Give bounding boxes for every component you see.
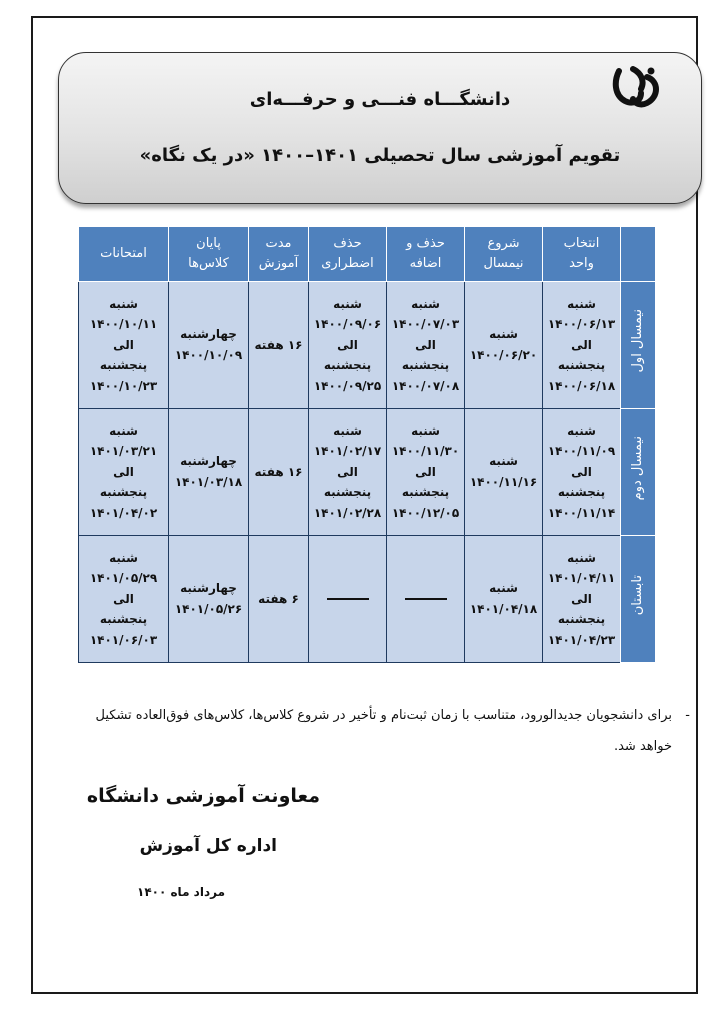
table-row	[79, 282, 656, 409]
row-header-first-semester	[621, 282, 656, 409]
table-cell-empty	[387, 536, 465, 663]
column-header: مدت آموزش	[249, 227, 309, 282]
row-header-label: نیمسال اول	[629, 309, 645, 373]
table-cell: شنبه ۱۴۰۱/۰۵/۲۹ الی پنجشنبه ۱۴۰۱/۰۶/۰۳	[79, 536, 169, 663]
note-bullet: -	[685, 708, 690, 723]
table-cell: شنبه ۱۴۰۱/۰۴/۱۱ الی پنجشنبه ۱۴۰۱/۰۴/۲۳	[543, 536, 621, 663]
dash-mark	[327, 598, 369, 600]
table-cell: ۶ هفته	[249, 536, 309, 663]
table-cell: شنبه ۱۴۰۱/۰۲/۱۷ الی پنجشنبه ۱۴۰۱/۰۲/۲۸	[309, 409, 387, 536]
table-cell: شنبه ۱۴۰۰/۰۶/۱۳ الی پنجشنبه ۱۴۰۰/۰۶/۱۸	[543, 282, 621, 409]
table-row	[79, 536, 656, 663]
table-cell: چهارشنبه ۱۴۰۱/۰۳/۱۸	[169, 409, 249, 536]
footnote	[80, 700, 690, 762]
note-text: برای دانشجویان جدیدالورود، متناسب با زمان ثبت‌نام و تأخیر در شروع کلاس‌ها، کلاس‌های فوق‌العاده تشکیل خواهد شد.	[95, 708, 672, 754]
corner-cell	[621, 227, 656, 282]
table-cell: شنبه ۱۴۰۰/۱۰/۱۱ الی پنجشنبه ۱۴۰۰/۱۰/۲۳	[79, 282, 169, 409]
table-cell: شنبه ۱۴۰۰/۱۱/۱۶	[465, 409, 543, 536]
row-header-summer	[621, 536, 656, 663]
column-header: پایان کلاس‌ها	[169, 227, 249, 282]
table-cell: چهارشنبه ۱۴۰۱/۰۵/۲۶	[169, 536, 249, 663]
table-cell: چهارشنبه ۱۴۰۰/۱۰/۰۹	[169, 282, 249, 409]
row-header-label: نیمسال دوم	[629, 436, 645, 501]
table-cell: شنبه ۱۴۰۰/۰۷/۰۳ الی پنجشنبه ۱۴۰۰/۰۷/۰۸	[387, 282, 465, 409]
table-cell: شنبه ۱۴۰۱/۰۴/۱۸	[465, 536, 543, 663]
table-cell: شنبه ۱۴۰۰/۰۹/۰۶ الی پنجشنبه ۱۴۰۰/۰۹/۲۵	[309, 282, 387, 409]
signature-department: معاونت آموزشی دانشگاه	[86, 785, 320, 807]
column-header: شروع نیمسال	[465, 227, 543, 282]
column-header: امتحانات	[79, 227, 169, 282]
table-cell: ۱۶ هفته	[249, 409, 309, 536]
table-cell: شنبه ۱۴۰۰/۱۱/۰۹ الی پنجشنبه ۱۴۰۰/۱۱/۱۴	[543, 409, 621, 536]
column-header: انتخاب واحد	[543, 227, 621, 282]
table-row	[79, 409, 656, 536]
table-cell-empty	[309, 536, 387, 663]
table-cell: شنبه ۱۴۰۰/۱۱/۳۰ الی پنجشنبه ۱۴۰۰/۱۲/۰۵	[387, 409, 465, 536]
table-header-row	[79, 227, 656, 282]
calendar-title: تقویم آموزشی سال تحصیلی ۱۴۰۱–۱۴۰۰ «در یک نگاه»	[139, 145, 621, 166]
row-header-second-semester	[621, 409, 656, 536]
table-cell: شنبه ۱۴۰۰/۰۶/۲۰	[465, 282, 543, 409]
signature-office: اداره کل آموزش	[139, 836, 277, 856]
academic-calendar-table	[78, 226, 656, 663]
signature-date: مرداد ماه ۱۴۰۰	[137, 885, 225, 899]
table-cell: شنبه ۱۴۰۱/۰۳/۲۱ الی پنجشنبه ۱۴۰۱/۰۴/۰۲	[79, 409, 169, 536]
column-header: حذف اضطراری	[309, 227, 387, 282]
university-name: دانشگـــاه فنـــی و حرفـــه‌ای	[249, 89, 511, 110]
row-header-label: تابستان	[629, 575, 645, 616]
table-cell: ۱۶ هفته	[249, 282, 309, 409]
column-header: حذف و اضافه	[387, 227, 465, 282]
dash-mark	[405, 598, 447, 600]
header-banner	[58, 52, 702, 204]
